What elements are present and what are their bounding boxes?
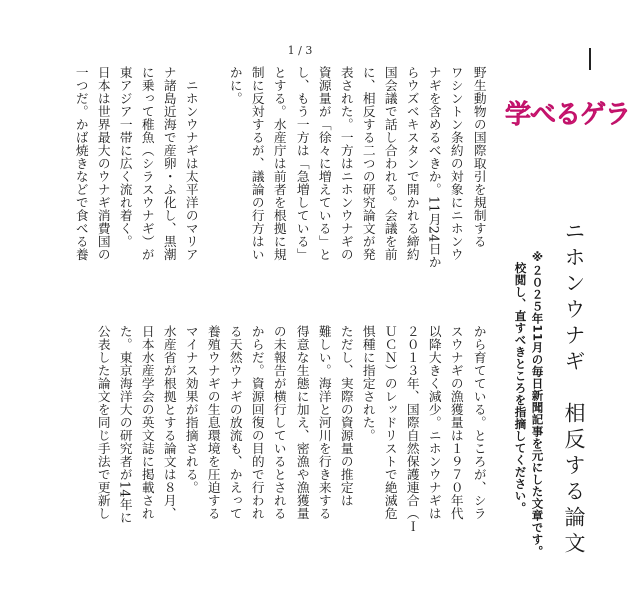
body-lower-col-14: マイナス効果が指摘される。 (183, 325, 199, 494)
note-line-2: 校閲し、直すべきところを指摘してください。 (513, 262, 528, 514)
logo (505, 94, 630, 130)
body-upper-col-4: らウズベキスタンで開かれる締約 (404, 66, 420, 261)
body-upper-col-15: ナ諸島近海で産卵・ふ化し、黒潮 (161, 66, 177, 261)
body-upper-col-3: ナギを含めるべきか。11月24日か (426, 66, 442, 269)
body-lower-col-5: ＵＣＮ）のレッドリストで絶滅危 (382, 325, 398, 520)
logo-text: 学べるゲラ (505, 100, 630, 130)
body-lower-col-4: ２０１３年、国際自然保護連合（Ｉ (404, 325, 420, 533)
body-upper-col-11: 制に反対するが、議論の行方はい (249, 66, 265, 261)
body-upper-col-2: ワシントン条約の対象にニホンウ (448, 66, 464, 261)
body-upper-col-5: 国会議で話し合われる。会議を前 (382, 66, 398, 261)
body-upper-col-18: 日本は世界最大のウナギ消費国の (95, 66, 111, 261)
body-upper-col-17: 東アジア一帯に広く流れ着く。 (117, 66, 133, 248)
body-lower-col-6: 惧種に指定された。 (360, 325, 376, 442)
body-lower-col-2: スウナギの漁獲量は１９７０年代 (448, 325, 464, 520)
body-lower-col-1: から育てている。ところが、シラ (471, 325, 487, 520)
corner-mark (589, 48, 599, 70)
note-line-1: ※２０２５年11月の毎日新聞記事を元にした文章です。 (530, 250, 545, 558)
body-upper-col-12: かに。 (227, 66, 243, 105)
body-upper-col-7: 表された。一方はニホンウナギの (338, 66, 354, 261)
body-upper-col-6: に、相反する二つの研究論文が発 (360, 66, 376, 261)
body-lower-col-8: 難しい。海洋と河川を行き来する (316, 325, 332, 520)
body-upper-col-1: 野生動物の国際取引を規制する (471, 66, 487, 248)
body-upper-col-19: 一つだ。かば焼きなどで食べる養 (73, 66, 89, 261)
page-indicator: 1 / 3 (287, 44, 313, 57)
body-lower-col-9: 得意な生態に加え、密漁や漁獲量 (294, 325, 310, 520)
body-upper-col-10: とする。水産庁は前者を根拠に規 (271, 66, 287, 261)
body-upper-col-8: 資源量が「徐々に増えている」と (316, 66, 332, 261)
body-lower-col-11: からだ。資源回復の目的で行われ (249, 325, 265, 520)
body-upper-col-9: し、もう一方は「急増している」 (294, 66, 310, 261)
article-title: ニホンウナギ 相反する論文 (562, 220, 586, 558)
body-upper-col-14: ニホンウナギは太平洋のマリア (183, 66, 199, 261)
body-lower-col-13: 養殖ウナギの生息環境を圧迫する (205, 325, 221, 520)
body-lower-col-10: の未報告が横行しているとされる (271, 325, 287, 520)
body-lower-col-15: 水産省が根拠とする論文は８月、 (161, 325, 177, 520)
body-lower-col-17: た。東京海洋大の研究者が14年に (117, 325, 133, 524)
body-lower-col-12: る天然ウナギの放流も、かえって (227, 325, 243, 520)
body-lower-col-3: 以降大きく減少。ニホンウナギは (426, 325, 442, 520)
body-upper-col-16: に乗って稚魚（シラスウナギ）が (139, 66, 155, 261)
body-lower-col-18: 公表した論文を同じ手法で更新し (95, 325, 111, 520)
body-lower-col-16: 日本水産学会の英文誌に掲載され (139, 325, 155, 520)
body-lower-col-7: ただし、実際の資源量の推定は (338, 325, 354, 507)
